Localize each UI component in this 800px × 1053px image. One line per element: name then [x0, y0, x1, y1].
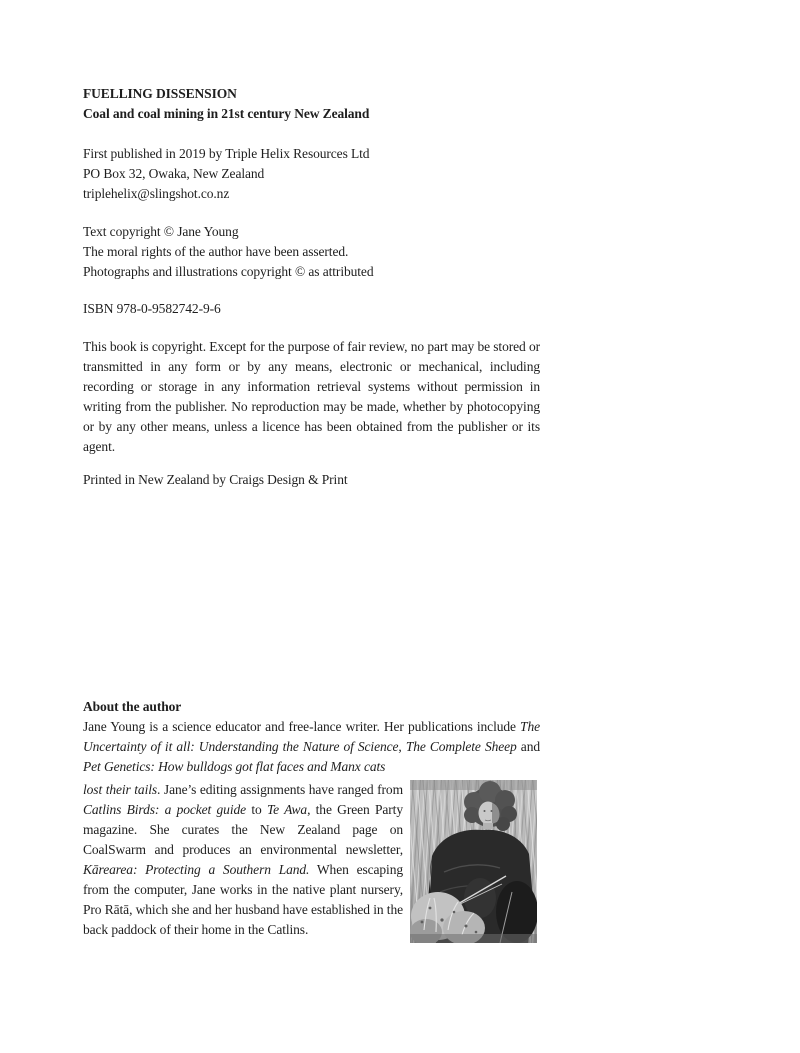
about-p1-conjunction: and: [516, 739, 540, 754]
book-title-pet-genetics-cont: lost their tails: [83, 782, 158, 797]
about-paragraph-2: [83, 780, 403, 940]
book-title-pet-genetics: Pet Genetics: How bulldogs got flat faces and Manx cats: [83, 759, 386, 774]
moral-rights-line: The moral rights of the author have been asserted.: [83, 244, 349, 259]
book-title-uncertainty: The Uncertainty of it all: Understanding the Nature of Science: [83, 719, 540, 754]
about-p2-text-2: to: [246, 802, 267, 817]
published-line: First published in 2019 by Triple Helix Resources Ltd: [83, 146, 370, 161]
publisher-address-line: PO Box 32, Owaka, New Zealand: [83, 166, 265, 181]
book-title: FUELLING DISSENSION: [83, 86, 237, 101]
about-paragraph-1: [83, 717, 540, 777]
copyright-info: [83, 222, 540, 282]
isbn-line: ISBN 978-0-9582742-9-6: [83, 301, 221, 316]
text-copyright-line: Text copyright © Jane Young: [83, 224, 239, 239]
about-heading: About the author: [83, 699, 182, 714]
about-p2-text-4: When escaping from the computer, Jane works in the native plant nursery, Pro Rātā, which she and her husband have established in the back paddock of their home in the Catlins.: [83, 862, 404, 937]
magazine-title-te-awa: Te Awa: [266, 802, 308, 817]
book-title-complete-sheep: The Complete Sheep: [405, 739, 517, 754]
about-p2-text-1: . Jane’s editing assignments have ranged from: [157, 782, 403, 797]
about-p1-separator: ,: [398, 739, 406, 754]
newsletter-title-karearea: Kārearea: Protecting a Southern Land.: [83, 862, 310, 877]
book-subtitle: Coal and coal mining in 21st century New Zealand: [83, 106, 370, 121]
photo-copyright-line: Photographs and illustrations copyright © as attributed: [83, 264, 374, 279]
publication-info: [83, 144, 540, 204]
book-title-catlins-birds: Catlins Birds: a pocket guide: [83, 802, 247, 817]
publisher-email-line: triplehelix@slingshot.co.nz: [83, 186, 230, 201]
rights-notice: This book is copyright. Except for the purpose of fair review, no part may be stored or transmitted in any form or by any means, electronic or mechanical, including recording or storage in any information retrieval systems without permission in writing from the publisher. No reproduction may be made, whether by photocopying or by any other means, unless a licence has been obtained from the publisher or its agent.: [83, 339, 540, 454]
author-photo: [410, 780, 537, 943]
printer-line: Printed in New Zealand by Craigs Design & Print: [83, 472, 348, 487]
about-p2-text-3: , the Green Party magazine. She curates the New Zealand page on CoalSwarm and produces an environmental newsletter,: [83, 802, 403, 857]
about-p1-text: Jane Young is a science educator and free-lance writer. Her publications include: [83, 719, 521, 734]
title-block: [83, 84, 540, 124]
